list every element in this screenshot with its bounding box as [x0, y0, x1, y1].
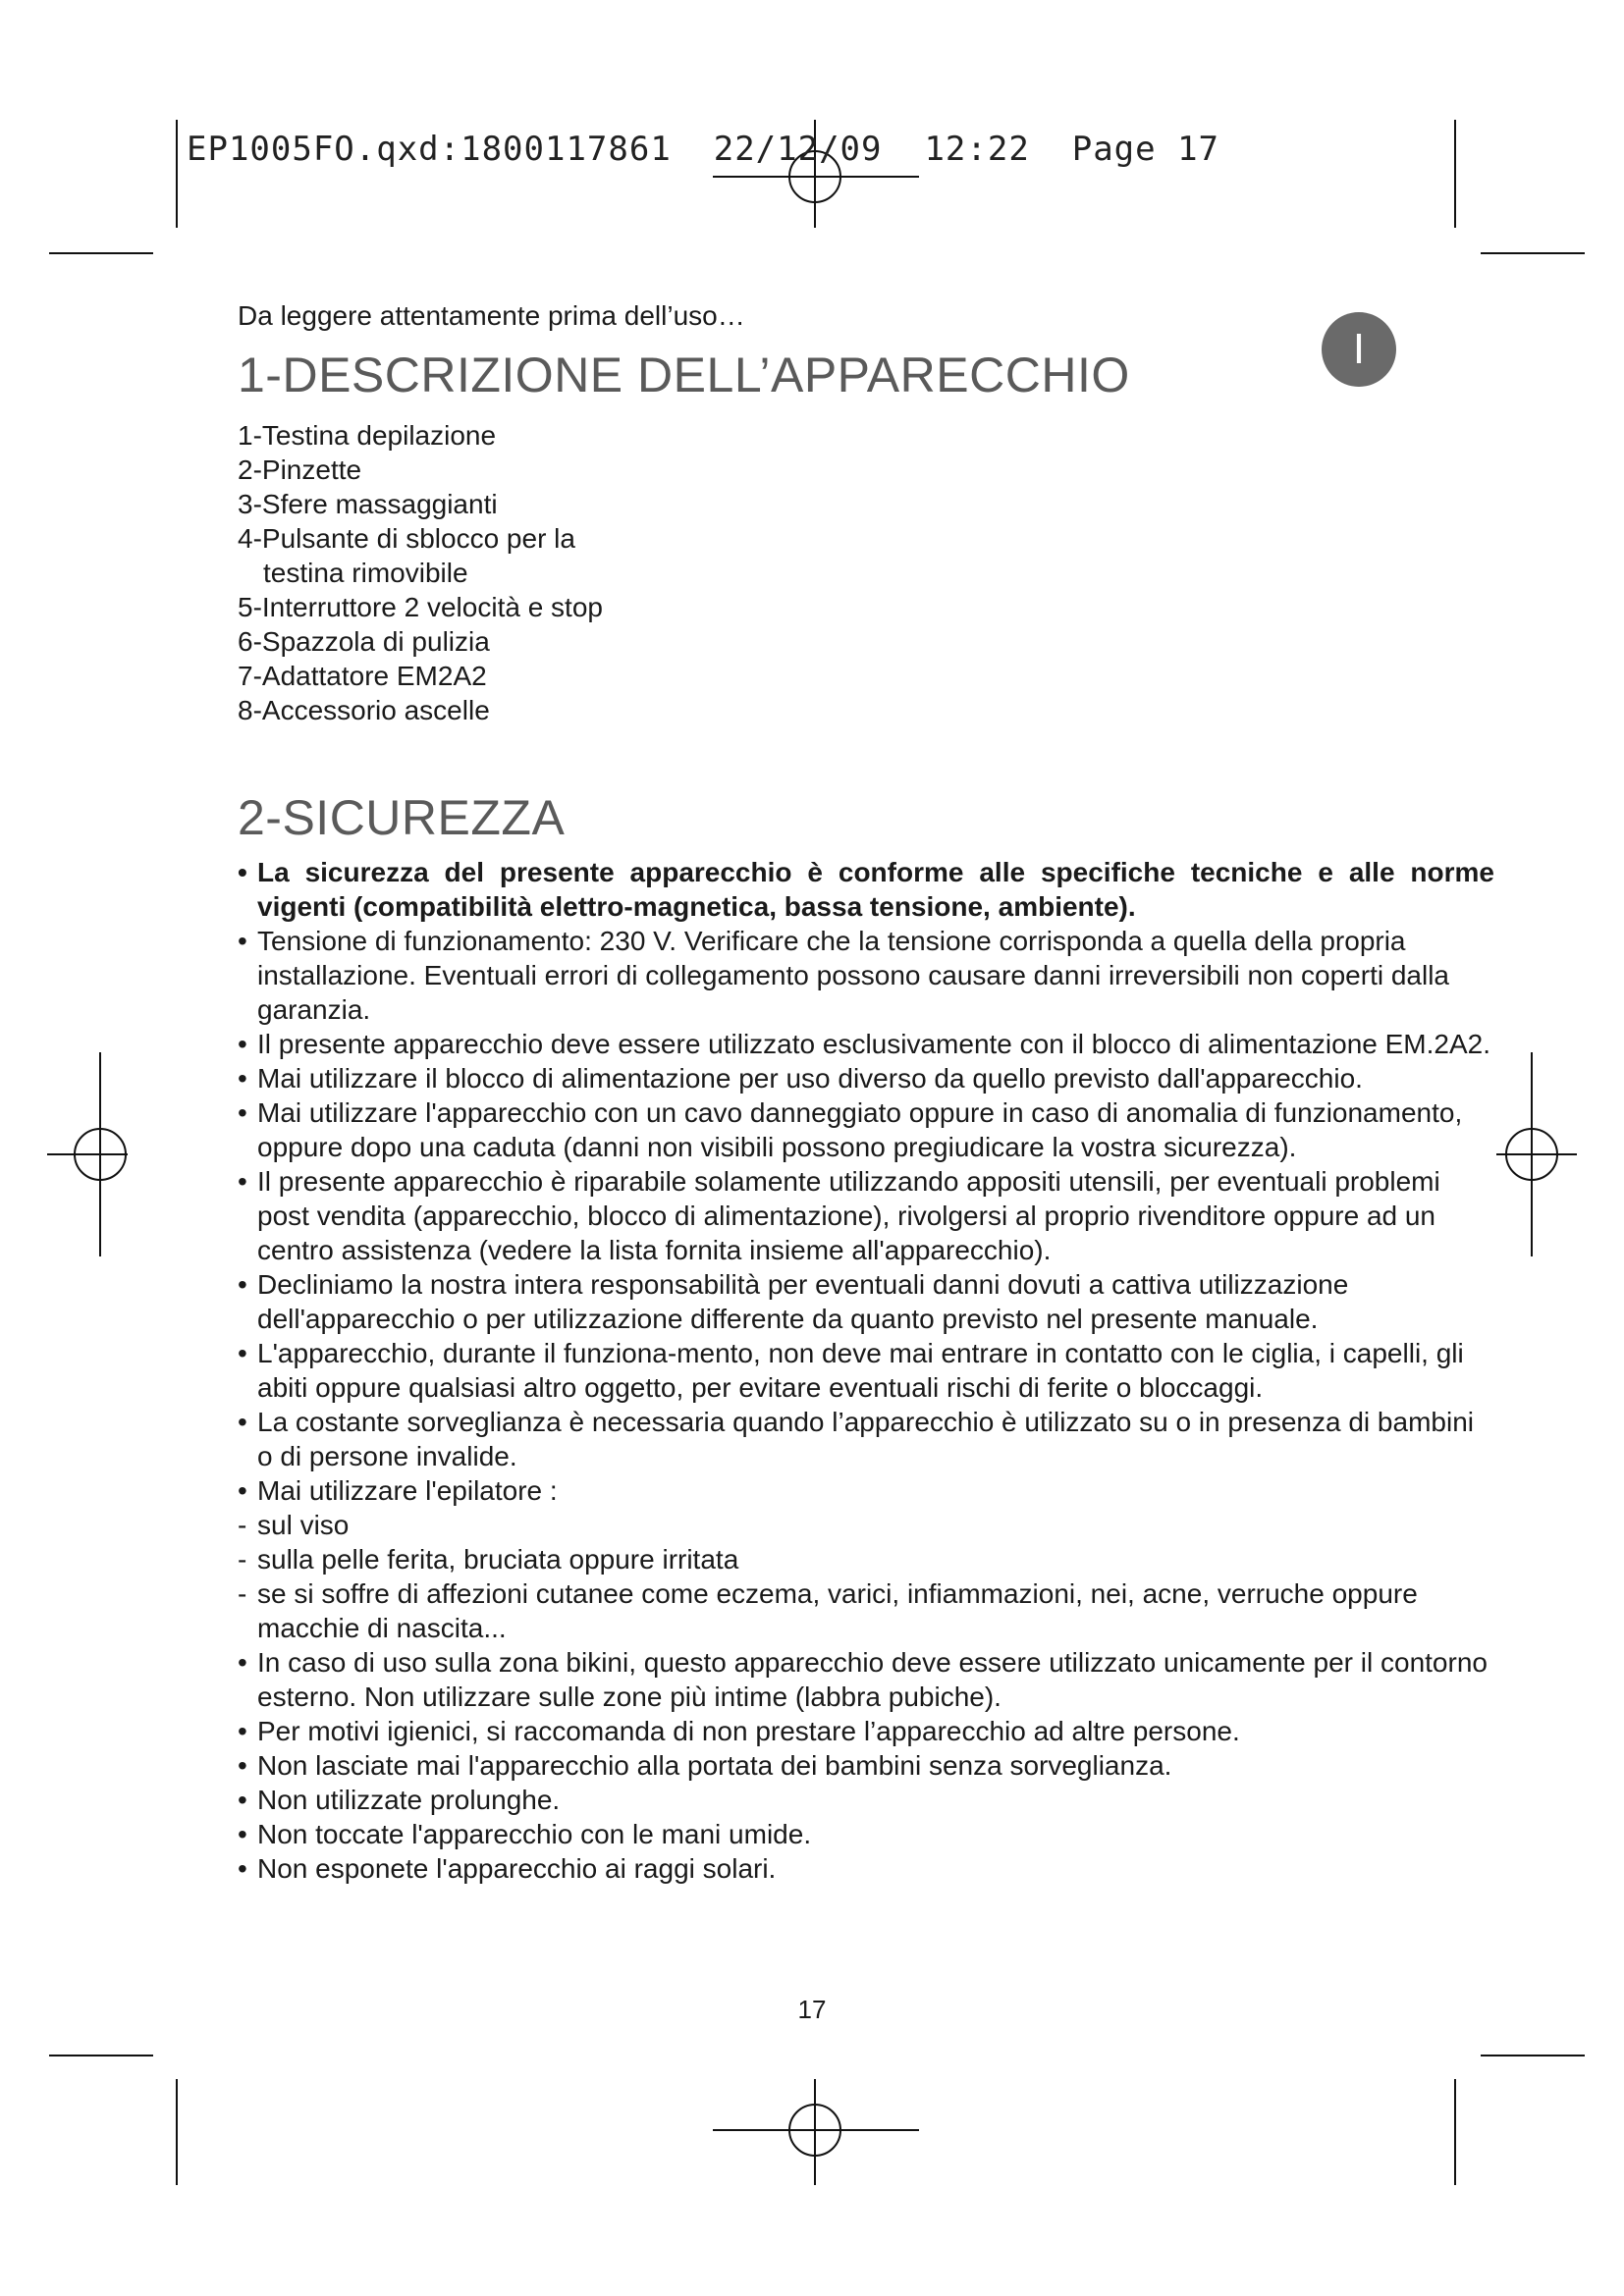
safety-item: • Decliniamo la nostra intera responsabilità per eventuali danni dovuti a cattiva utilizzazione dell'apparecchio o per utilizzazione differente da quanto previsto nel presente manuale.	[238, 1267, 1494, 1336]
safety-item: • In caso di uso sulla zona bikini, questo apparecchio deve essere utilizzato unicamente per il contorno esterno. Non utilizzare sulle zone più intime (labbra pubiche).	[238, 1645, 1494, 1714]
safety-list	[238, 855, 1494, 1886]
safety-item: • Non utilizzate prolunghe.	[238, 1783, 1494, 1817]
page-content	[238, 298, 1494, 1886]
safety-item: • Non lasciate mai l'apparecchio alla portata dei bambini senza sorveglianza.	[238, 1748, 1494, 1783]
safety-item: • L'apparecchio, durante il funziona-mento, non deve mai entrare in contatto con le ciglia, i capelli, gli abiti oppure qualsiasi altro oggetto, per evitare eventuali rischi di ferite o bloccaggi.	[238, 1336, 1494, 1405]
safety-item: • La sicurezza del presente apparecchio è conforme alle specifiche tecniche e alle norme vigenti (compatibilità elettro-magnetica, bassa tensione, ambiente).	[238, 855, 1494, 924]
safety-item: • Non esponete l'apparecchio ai raggi solari.	[238, 1851, 1494, 1886]
list-item	[238, 659, 1494, 693]
list-item	[238, 693, 1494, 727]
part-label: 5-Interruttore 2 velocità e stop	[238, 592, 603, 622]
safety-subitem: - se si soffre di affezioni cutanee come eczema, varici, infiammazioni, nei, acne, verruche oppure macchie di nascita...	[238, 1576, 1494, 1645]
section-title-description: 1-DESCRIZIONE DELL’APPARECCHIO	[238, 347, 1130, 402]
intro-text: Da leggere attentamente prima dell’uso…	[238, 300, 745, 331]
list-item	[238, 521, 1494, 590]
safety-item: • Tensione di funzionamento: 230 V. Verificare che la tensione corrisponda a quella della propria installazione. Eventuali errori di collegamento possono causare danni irreversibili non coperti dalla garanzia.	[238, 924, 1494, 1027]
part-label: 2-Pinzette	[238, 454, 362, 485]
list-item	[238, 487, 1494, 521]
language-badge: I	[1322, 312, 1396, 387]
list-item	[238, 590, 1494, 624]
registration-mark-bottom	[713, 2079, 919, 2185]
safety-item: • La costante sorveglianza è necessaria quando l’apparecchio è utilizzato su o in presenza di bambini o di persone invalide.	[238, 1405, 1494, 1473]
safety-subitem: - sulla pelle ferita, bruciata oppure irritata	[238, 1542, 1494, 1576]
safety-item: • Il presente apparecchio deve essere utilizzato esclusivamente con il blocco di alimentazione EM.2A2.	[238, 1027, 1494, 1061]
part-label-continuation: testina rimovibile	[263, 558, 468, 588]
parts-list	[238, 418, 1494, 727]
list-item	[238, 624, 1494, 659]
safety-item: • Non toccate l'apparecchio con le mani umide.	[238, 1817, 1494, 1851]
part-label: 3-Sfere massaggianti	[238, 489, 498, 519]
safety-item: • Mai utilizzare l'apparecchio con un cavo danneggiato oppure in caso di anomalia di funzionamento, oppure dopo una caduta (danni non visibili possono pregiudicare la vostra sicurezza).	[238, 1095, 1494, 1164]
safety-item: • Mai utilizzare il blocco di alimentazione per uso diverso da quello previsto dall'apparecchio.	[238, 1061, 1494, 1095]
safety-item: • Il presente apparecchio è riparabile solamente utilizzando appositi utensili, per eventuali problemi post vendita (apparecchio, blocco di alimentazione), rivolgersi al proprio rivenditore oppure ad un centro assistenza (vedere la lista fornita insieme all'apparecchio).	[238, 1164, 1494, 1267]
part-label: 1-Testina depilazione	[238, 420, 497, 451]
safety-subitem: - sul viso	[238, 1508, 1494, 1542]
part-label: 8-Accessorio ascelle	[238, 695, 490, 725]
registration-mark-left	[47, 1052, 128, 1256]
list-item	[238, 418, 1494, 453]
registration-mark-right	[1496, 1052, 1577, 1256]
file-slug: EP1005FO.qxd:1800117861 22/12/09 12:22 Page 17	[187, 130, 1220, 169]
safety-item: • Per motivi igienici, si raccomanda di non prestare l’apparecchio ad altre persone.	[238, 1714, 1494, 1748]
safety-item: • Mai utilizzare l'epilatore :	[238, 1473, 1494, 1508]
page-number: 17	[797, 1995, 827, 2024]
part-label: 6-Spazzola di pulizia	[238, 626, 490, 657]
part-label: 7-Adattatore EM2A2	[238, 661, 487, 691]
section-title-safety: 2-SICUREZZA	[238, 790, 566, 845]
list-item	[238, 453, 1494, 487]
part-label: 4-Pulsante di sblocco per la	[238, 523, 575, 554]
